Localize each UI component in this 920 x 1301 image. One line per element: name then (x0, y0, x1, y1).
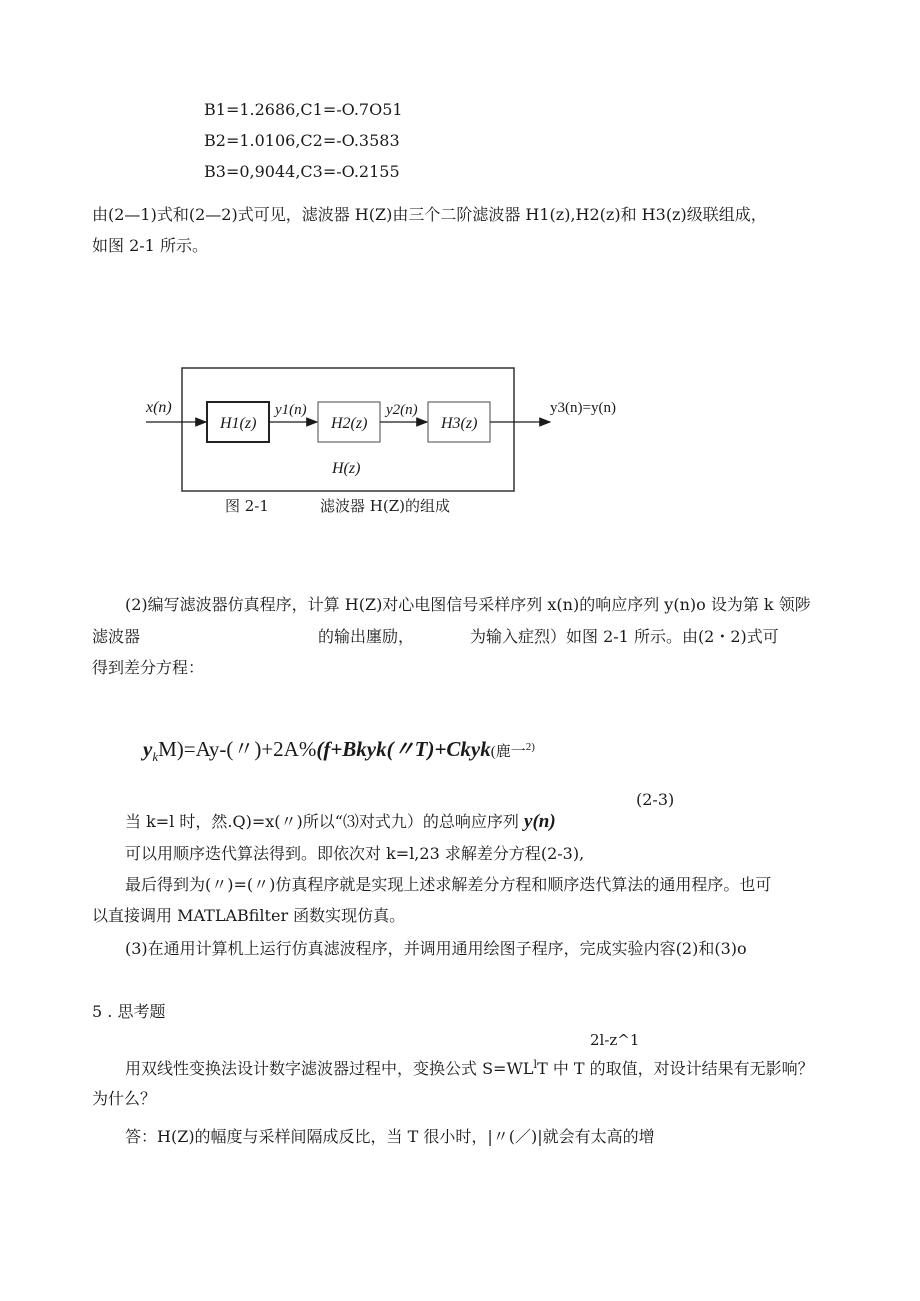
para-line-1a: 当 k=l 时，然.Q)=x(〃)所以“⑶对式九）的总响应序列 (125, 812, 519, 831)
intro-line-1: 由(2—1)式和(2—2)式可见，滤波器 H(Z)由三个二阶滤波器 H1(z),H2(z)和 H3(z)级联组成， (92, 205, 767, 224)
section-heading: 5 . 思考题 (92, 1002, 166, 1021)
question-sup: l (533, 1058, 538, 1071)
eq-sub-k: k (152, 749, 159, 764)
overall-label: H(z) (332, 460, 361, 477)
figure-caption-text: 滤波器 H(Z)的组成 (320, 497, 450, 515)
para-line-1 (125, 812, 556, 832)
step2-line-2c: 为输入症烈）如图 2-1 所示。由(2・2)式可 (470, 627, 779, 646)
step2-line-3: 得到差分方程： (92, 658, 205, 677)
h2-label: H2(z) (331, 415, 368, 432)
eq-y: y (143, 737, 153, 761)
response-sequence-symbol: y(n) (524, 811, 556, 832)
eq-middle: M)=Ay-(〃)+2A% (158, 737, 317, 761)
input-label: x(n) (146, 399, 172, 416)
figure-caption-number: 图 2-1 (225, 497, 269, 515)
eq-end: (鹿一 (490, 744, 526, 760)
eq-sup: 2) (525, 741, 535, 753)
output-label: y3(n)=y(n) (550, 400, 616, 416)
coefficient-line-2: B2=1.0106,C2=-O.3583 (204, 131, 400, 150)
y1-label: y1(n) (275, 402, 307, 418)
coefficient-line-1: B1=1.2686,C1=-O.7O51 (204, 100, 403, 119)
step2-line-2a: 滤波器 (92, 627, 141, 646)
difference-equation (143, 736, 535, 766)
para-line-5: (3)在通用计算机上运行仿真滤波程序，并调用通用绘图子程序，完成实验内容(2)和(3)o (125, 939, 747, 958)
y2-label: y2(n) (386, 402, 418, 418)
question-line-1b: T 中 T 的取值，对设计结果有无影响？ (537, 1059, 814, 1078)
eq-tail: (f+Bkyk(〃T)+Ckyk (316, 737, 491, 761)
equation-number: (2-3) (636, 790, 675, 809)
para-line-2: 可以用顺序迭代算法得到。即依次对 k=l,23 求解差分方程(2-3), (125, 844, 585, 863)
question-line-2: 为什么？ (92, 1089, 157, 1108)
step2-line-1: (2)编写滤波器仿真程序，计算 H(Z)对心电图信号采样序列 x(n)的响应序列 y(n)o 设为第 k 领陟 (125, 595, 811, 614)
answer-line: 答：H(Z)的幅度与采样间隔成反比，当 T 很小时，|〃(／)|就会有太高的增 (125, 1127, 655, 1146)
h3-label: H3(z) (441, 415, 478, 432)
step2-line-2b: 的输出廛励， (318, 627, 415, 646)
bilinear-formula-numerator: 2l-z^1 (590, 1031, 640, 1049)
intro-line-2: 如图 2-1 所示。 (92, 236, 208, 255)
question-line-1 (125, 1059, 814, 1081)
question-line-1a: 用双线性变换法设计数字滤波器过程中，变换公式 S=WL (125, 1059, 534, 1078)
h1-label: H1(z) (220, 415, 257, 432)
coefficient-line-3: B3=0,9044,C3=-O.2155 (204, 162, 400, 181)
para-line-4: 以直接调用 MATLABfilter 函数实现仿真。 (92, 906, 406, 925)
para-line-3: 最后得到为(〃)=(〃)仿真程序就是实现上述求解差分方程和顺序迭代算法的通用程序。也可 (125, 875, 772, 894)
